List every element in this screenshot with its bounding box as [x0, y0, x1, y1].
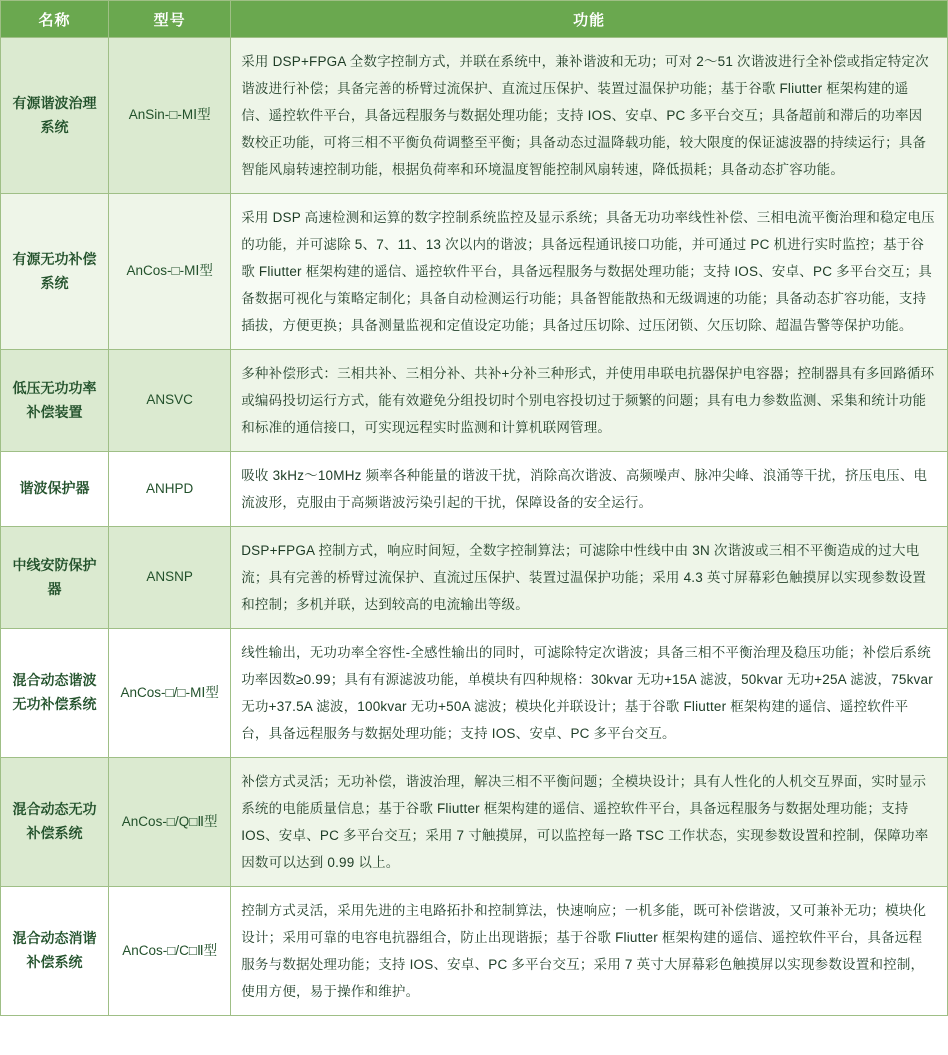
column-header-function: 功能 [231, 1, 948, 38]
table-row [1, 38, 948, 194]
table-body [1, 38, 948, 1016]
cell-product-function: 采用 DSP+FPGA 全数字控制方式，并联在系统中，兼补谐波和无功；可对 2～51 次谐波进行全补偿或指定特定次谐波进行补偿；具备完善的桥臂过流保护、直流过压保护、装置过温保护功能；基于谷歌 Fliutter 框架构建的遥信、遥控软件平台，具备远程服务与数据处理功能；支持 IOS、安卓、PC 多平台交互；具备超前和滞后的功率因数校正功能，可将三相不平衡负荷调整至平衡；具备动态过温降载功能，较大限度的保证滤波器的持续运行；具备智能风扇转速控制功能，根据负荷率和环境温度智能控制风扇转速，降低损耗；具备动态扩容功能。 [231, 38, 948, 194]
column-header-model: 型号 [109, 1, 231, 38]
table-row [1, 887, 948, 1016]
cell-product-model: AnSin-□-MⅠ型 [109, 38, 231, 194]
table-row [1, 527, 948, 629]
table-row [1, 758, 948, 887]
column-header-name: 名称 [1, 1, 109, 38]
cell-product-function: 控制方式灵活，采用先进的主电路拓扑和控制算法，快速响应；一机多能，既可补偿谐波，又可兼补无功；模块化设计；采用可靠的电容电抗器组合，防止出现谐振；基于谷歌 Fliutter 框架构建的遥信、遥控软件平台，具备远程服务与数据处理功能；支持 IOS、安卓、PC 多平台交互；采用 7 英寸大屏幕彩色触摸屏以实现参数设置和控制，使用方便，易于操作和维护。 [231, 887, 948, 1016]
table-row [1, 350, 948, 452]
table-row [1, 194, 948, 350]
table-header-row [1, 1, 948, 38]
cell-product-name: 低压无功功率补偿装置 [1, 350, 109, 452]
cell-product-model: AnCos-□/C□Ⅱ型 [109, 887, 231, 1016]
cell-product-model: AnCos-□/Q□Ⅱ型 [109, 758, 231, 887]
cell-product-model: ANSNP [109, 527, 231, 629]
cell-product-function: 补偿方式灵活；无功补偿，谐波治理，解决三相不平衡问题；全模块设计；具有人性化的人机交互界面，实时显示系统的电能质量信息；基于谷歌 Fliutter 框架构建的遥信、遥控软件平台，具备远程服务与数据处理功能；支持 IOS、安卓、PC 多平台交互；采用 7 寸触摸屏，可以监控每一路 TSC 工作状态，实现参数设置和控制，保障功率因数可以达到 0.99 以上。 [231, 758, 948, 887]
cell-product-model: ANSVC [109, 350, 231, 452]
cell-product-name: 有源无功补偿系统 [1, 194, 109, 350]
cell-product-function: 线性输出，无功功率全容性-全感性输出的同时，可滤除特定次谐波；具备三相不平衡治理及稳压功能；补偿后系统功率因数≥0.99；具有有源滤波功能，单模块有四种规格：30kvar 无功+15A 滤波，50kvar 无功+25A 滤波，75kvar 无功+37.5A 滤波，100kvar 无功+50A 滤波；模块化并联设计；基于谷歌 Fliutter 框架构建的遥信、遥控软件平台，具备远程服务与数据处理功能；支持 IOS、安卓、PC 多平台交互。 [231, 629, 948, 758]
cell-product-name: 混合动态谐波无功补偿系统 [1, 629, 109, 758]
cell-product-name: 混合动态无功补偿系统 [1, 758, 109, 887]
cell-product-name: 谐波保护器 [1, 452, 109, 527]
table-header [1, 1, 948, 38]
table-row [1, 629, 948, 758]
cell-product-name: 混合动态消谐补偿系统 [1, 887, 109, 1016]
cell-product-function: 吸收 3kHz～10MHz 频率各种能量的谐波干扰，消除高次谐波、高频噪声、脉冲尖峰、浪涌等干扰，挤压电压、电流波形，克服由于高频谐波污染引起的干扰，保障设备的安全运行。 [231, 452, 948, 527]
cell-product-model: ANHPD [109, 452, 231, 527]
table-row [1, 452, 948, 527]
cell-product-name: 中线安防保护器 [1, 527, 109, 629]
cell-product-name: 有源谐波治理系统 [1, 38, 109, 194]
cell-product-function: 多种补偿形式：三相共补、三相分补、共补+分补三种形式，并使用串联电抗器保护电容器；控制器具有多回路循环或编码投切运行方式，能有效避免分组投切时个别电容投切过于频繁的问题；具有电力参数监测、采集和统计功能和标准的通信接口，可实现远程实时监测和计算机联网管理。 [231, 350, 948, 452]
cell-product-function: DSP+FPGA 控制方式，响应时间短，全数字控制算法；可滤除中性线中由 3N 次谐波或三相不平衡造成的过大电流；具有完善的桥臂过流保护、直流过压保护、装置过温保护功能；采用 4.3 英寸屏幕彩色触摸屏以实现参数设置和控制；多机并联，达到较高的电流输出等级。 [231, 527, 948, 629]
cell-product-model: AnCos-□/□-MⅠ型 [109, 629, 231, 758]
cell-product-function: 采用 DSP 高速检测和运算的数字控制系统监控及显示系统；具备无功功率线性补偿、三相电流平衡治理和稳定电压的功能，并可滤除 5、7、11、13 次以内的谐波；具备远程通讯接口功能，并可通过 PC 机进行实时监控；基于谷歌 Fliutter 框架构建的遥信、遥控软件平台，具备远程服务与数据处理功能；支持 IOS、安卓、PC 多平台交互；具备数据可视化与策略定制化；具备自动检测运行功能；具备智能散热和无级调速的功能；具备动态扩容功能，支持插拔，方便更换；具备测量监视和定值设定功能；具备过压切除、过压闭锁、欠压切除、超温告警等保护功能。 [231, 194, 948, 350]
cell-product-model: AnCos-□-MⅠ型 [109, 194, 231, 350]
